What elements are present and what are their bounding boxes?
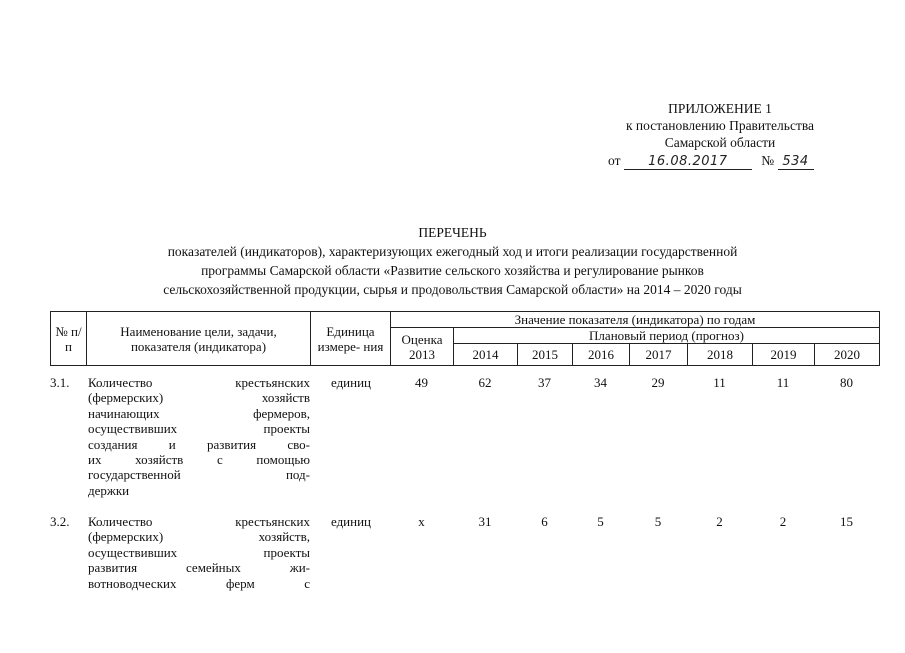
- value-2013: 49: [415, 375, 428, 390]
- row-indicator-name: [88, 514, 310, 591]
- name-line: их хозяйств с помощью: [88, 452, 310, 468]
- name-line: государственной под-: [88, 467, 310, 483]
- heading-line-3: сельскохозяйственной продукции, сырья и продовольствия Самарской области» на 2014 – 2020 годы: [163, 282, 742, 297]
- document-heading: [70, 223, 835, 299]
- name-line: вотноводческих ферм с: [88, 575, 310, 591]
- number-label: №: [761, 153, 775, 168]
- header-year: 2020: [815, 344, 880, 366]
- row-number: 3.1.: [50, 375, 70, 390]
- value-2018: 2: [716, 514, 723, 529]
- value-2017: 5: [654, 514, 662, 529]
- heading-title: ПЕРЕЧЕНЬ: [418, 225, 487, 240]
- value-2017: 29: [651, 375, 665, 390]
- header-unit: Единица измере- ния: [311, 312, 391, 366]
- header-year: 2017: [630, 344, 688, 366]
- from-label: от: [608, 153, 621, 168]
- header-year: 2019: [753, 344, 815, 366]
- row-indicator-name: [88, 375, 310, 498]
- value-2019: 11: [776, 375, 790, 390]
- value-2016: 34: [594, 375, 607, 390]
- heading-line-2: программы Самарской области «Развитие сельского хозяйства и регулирование рынков: [201, 263, 704, 278]
- name-line: держки: [88, 482, 130, 498]
- name-line: создания и развития сво-: [88, 436, 310, 452]
- value-2014: 31: [478, 514, 492, 529]
- row-unit: единиц: [330, 514, 372, 529]
- decree-number: 534: [778, 154, 814, 170]
- header-values-group: Значение показателя (индикатора) по годам: [391, 312, 880, 328]
- row-unit: единиц: [330, 375, 372, 390]
- value-2014: 62: [478, 375, 492, 390]
- value-2015: 6: [541, 514, 548, 529]
- appendix-block: [600, 100, 840, 151]
- header-year: 2014: [454, 344, 518, 366]
- row-number: 3.2.: [50, 514, 70, 529]
- name-line: развития семейных жи-: [88, 560, 310, 576]
- value-2015: 37: [538, 375, 551, 390]
- name-line: (фермерских) хозяйств,: [88, 529, 310, 545]
- heading-line-1: показателей (индикаторов), характеризующих ежегодный ход и итоги реализации государственной: [167, 244, 738, 259]
- value-2019: 2: [779, 514, 787, 529]
- appendix-line-2: Самарской области: [664, 135, 776, 150]
- value-2018: 11: [713, 375, 726, 390]
- name-line: осуществивших проекты: [88, 421, 310, 437]
- value-2020: 15: [840, 514, 853, 529]
- header-year: 2018: [688, 344, 753, 366]
- name-line: осуществивших проекты: [88, 544, 310, 560]
- value-2013: х: [418, 514, 425, 529]
- appendix-title: ПРИЛОЖЕНИЕ 1: [668, 101, 772, 116]
- indicators-table-header: [50, 311, 880, 366]
- name-line: Количество крестьянских: [88, 514, 310, 529]
- header-num: № п/п: [51, 312, 87, 366]
- header-name: Наименование цели, задачи, показателя (индикатора): [87, 312, 311, 366]
- name-line: начинающих фермеров,: [88, 405, 310, 421]
- appendix-date-line: [608, 153, 814, 170]
- name-line: (фермерских) хозяйств: [88, 390, 310, 406]
- header-estimate: Оценка 2013: [391, 328, 454, 366]
- header-plan-period: Плановый период (прогноз): [454, 328, 880, 344]
- appendix-line-1: к постановлению Правительства: [625, 118, 815, 133]
- header-year: 2015: [518, 344, 573, 366]
- header-year: 2016: [573, 344, 630, 366]
- value-2020: 80: [840, 375, 853, 390]
- decree-date: 16.08.2017: [624, 154, 752, 170]
- value-2016: 5: [597, 514, 604, 529]
- name-line: Количество крестьянских: [88, 375, 310, 390]
